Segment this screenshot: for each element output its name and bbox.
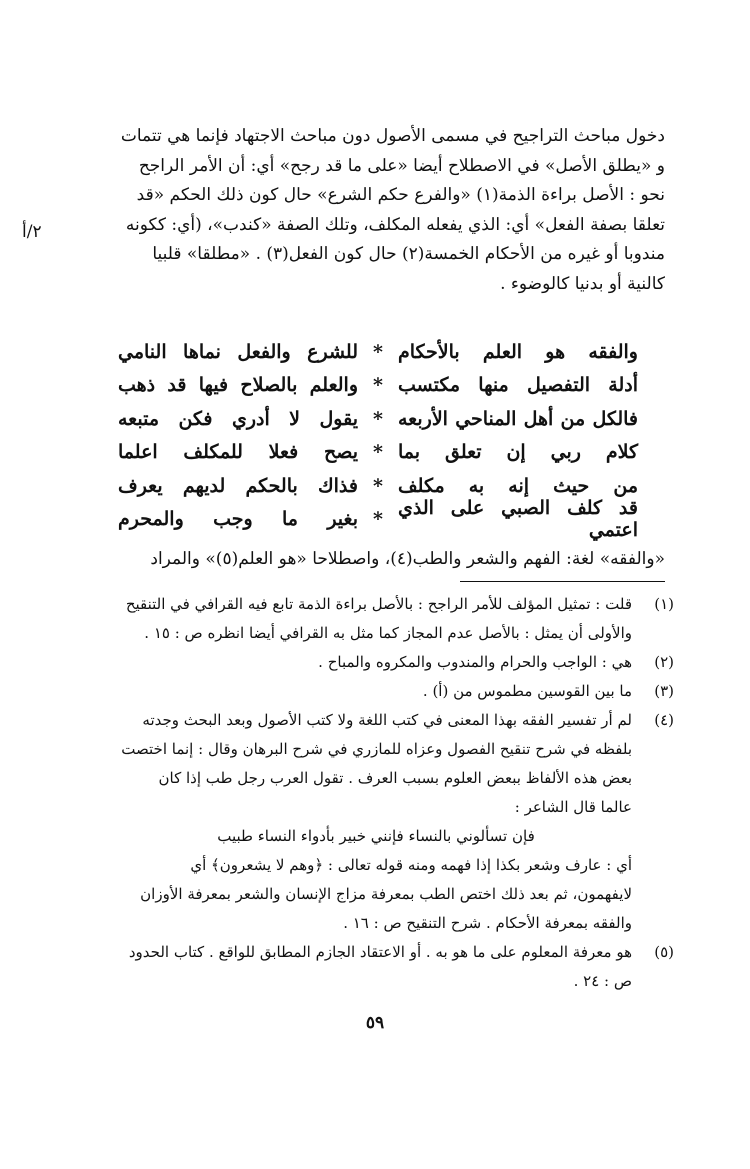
footnote-number: (٣): [654, 682, 674, 700]
footnote-number: (٥): [654, 943, 674, 961]
footnote: [100, 590, 674, 648]
footnote-line: هي : الواجب والحرام والمندوب والمكروه والمباح .: [318, 653, 632, 671]
footnote: [100, 938, 674, 996]
text-line: و «يطلق الأصل» في الاصطلاح أيضا «على ما قد رجح» أي: أن الأمر الراجح: [138, 155, 665, 176]
footnote-number: (٢): [654, 653, 674, 671]
footnote-line: هو معرفة المعلوم على ما هو به . أو الاعتقاد الجازم المطابق للواقع . كتاب الحدود: [128, 943, 632, 961]
text-line: تعلقا بصفة الفعل» أي: الذي يفعله المكلف، وتلك الصفة «كندب»، (أي: ككونه: [125, 214, 665, 235]
verse-second-hemistich: يصح فعلا للمكلف اعلما: [118, 441, 358, 464]
verse-second-hemistich: والعلم بالصلاح فيها قد ذهب: [118, 374, 358, 397]
verse-first-hemistich: من حيث إنه به مكلف: [398, 474, 638, 497]
verse-first-hemistich: فالكل من أهل المناحي الأربعه: [398, 407, 638, 430]
verse-first-hemistich: قد كلف الصبي على الذي اعتمي: [398, 497, 638, 542]
text-line: نحو : الأصل براءة الذمة(١) «والفرع حكم الشرع» حال كون ذلك الحكم «قد: [136, 185, 665, 205]
footnote-line: لايفهمون، ثم بعد ذلك اختص الطب بمعرفة مزاج الإنسان والشعر بمعرفة الأوزان: [140, 885, 632, 903]
poem-block: [118, 335, 638, 542]
poem-verse: [118, 436, 638, 470]
verse-separator: *: [373, 340, 383, 363]
verse-second-hemistich: يقول لا أدري فكن متبعه: [118, 407, 358, 430]
verse-first-hemistich: والفقه هو العلم بالأحكام: [398, 340, 638, 363]
verse-first-hemistich: أدلة التفصيل منها مكتسب: [398, 374, 638, 397]
quoted-verse: فإن تسألوني بالنساء فإنني خبير بأدواء النساء طبيب: [217, 827, 535, 845]
footnote-line: بعض هذه الألفاظ ببعض العلوم بسبب العرف . تقول العرب رجل طب إذا كان: [158, 769, 632, 787]
poem-verse: [118, 369, 638, 403]
verse-separator: *: [373, 474, 383, 497]
poem-verse: [118, 497, 638, 542]
footnote: [100, 677, 674, 706]
verse-second-hemistich: بغير ما وجب والمحرم: [118, 508, 358, 531]
footnote: [100, 648, 674, 677]
footnote-line: أي : عارف وشعر بكذا إذا فهمه ومنه قوله تعالى : ﴿وهم لا يشعرون﴾ أي: [190, 856, 632, 874]
text-line: مندوبا أو غيره من الأحكام الخمسة(٢) حال كون الفعل(٣) . «مطلقا» قلبيا: [152, 244, 665, 264]
footnotes: [100, 590, 674, 996]
footnote-line: بلفظه في شرح تنقيح الفصول وعزاه للمازري في شرح البرهان وقال : إنما اختصت: [121, 740, 632, 758]
poem-verse: [118, 335, 638, 369]
text-line: كالنية أو بدنيا كالوضوء .: [500, 273, 665, 294]
verse-separator: *: [373, 374, 383, 397]
footnote-line: ص : ٢٤ .: [573, 972, 632, 990]
manuscript-folio-marker: ٢/أ: [22, 222, 42, 242]
footnote-line: عالما قال الشاعر :: [514, 798, 632, 816]
footnote-line: والفقه بمعرفة الأحكام . شرح التنقيح ص : ١٦ .: [343, 914, 632, 932]
footnote-number: (١): [654, 595, 674, 613]
main-text: [100, 122, 665, 299]
verse-separator: *: [373, 407, 383, 430]
verse-first-hemistich: كلام ربي إن تعلق بما: [398, 441, 638, 464]
poem-verse: [118, 402, 638, 436]
text-line: «والفقه» لغة: الفهم والشعر والطب(٤)، واصطلاحا «هو العلم(٥)» والمراد: [150, 549, 665, 569]
verse-separator: *: [373, 441, 383, 464]
footnote-number: (٤): [654, 711, 674, 729]
verse-second-hemistich: فذاك بالحكم لديهم يعرف: [118, 474, 358, 497]
verse-separator: *: [373, 508, 383, 531]
page-number: ٥٩: [365, 1013, 385, 1033]
verse-second-hemistich: للشرع والفعل نماها النامي: [118, 340, 358, 363]
text-line: دخول مباحث التراجيح في مسمى الأصول دون مباحث الاجتهاد فإنما هي تتمات: [120, 126, 665, 146]
footnote-line: قلت : تمثيل المؤلف للأمر الراجح : بالأصل براءة الذمة تابع فيه القرافي في التنقيح: [125, 595, 632, 613]
footnote-line: والأولى أن يمثل : بالأصل عدم المجاز كما مثل به القرافي أيضا انظره ص : ١٥ .: [144, 624, 632, 642]
footnote-divider: [460, 581, 665, 582]
footnote: [100, 706, 674, 938]
footnote-line: ما بين القوسين مطموس من (أ) .: [422, 682, 632, 700]
footnote-line: لم أر تفسير الفقه بهذا المعنى في كتب اللغة ولا كتب الأصول وبعد البحث وجدته: [142, 711, 632, 729]
